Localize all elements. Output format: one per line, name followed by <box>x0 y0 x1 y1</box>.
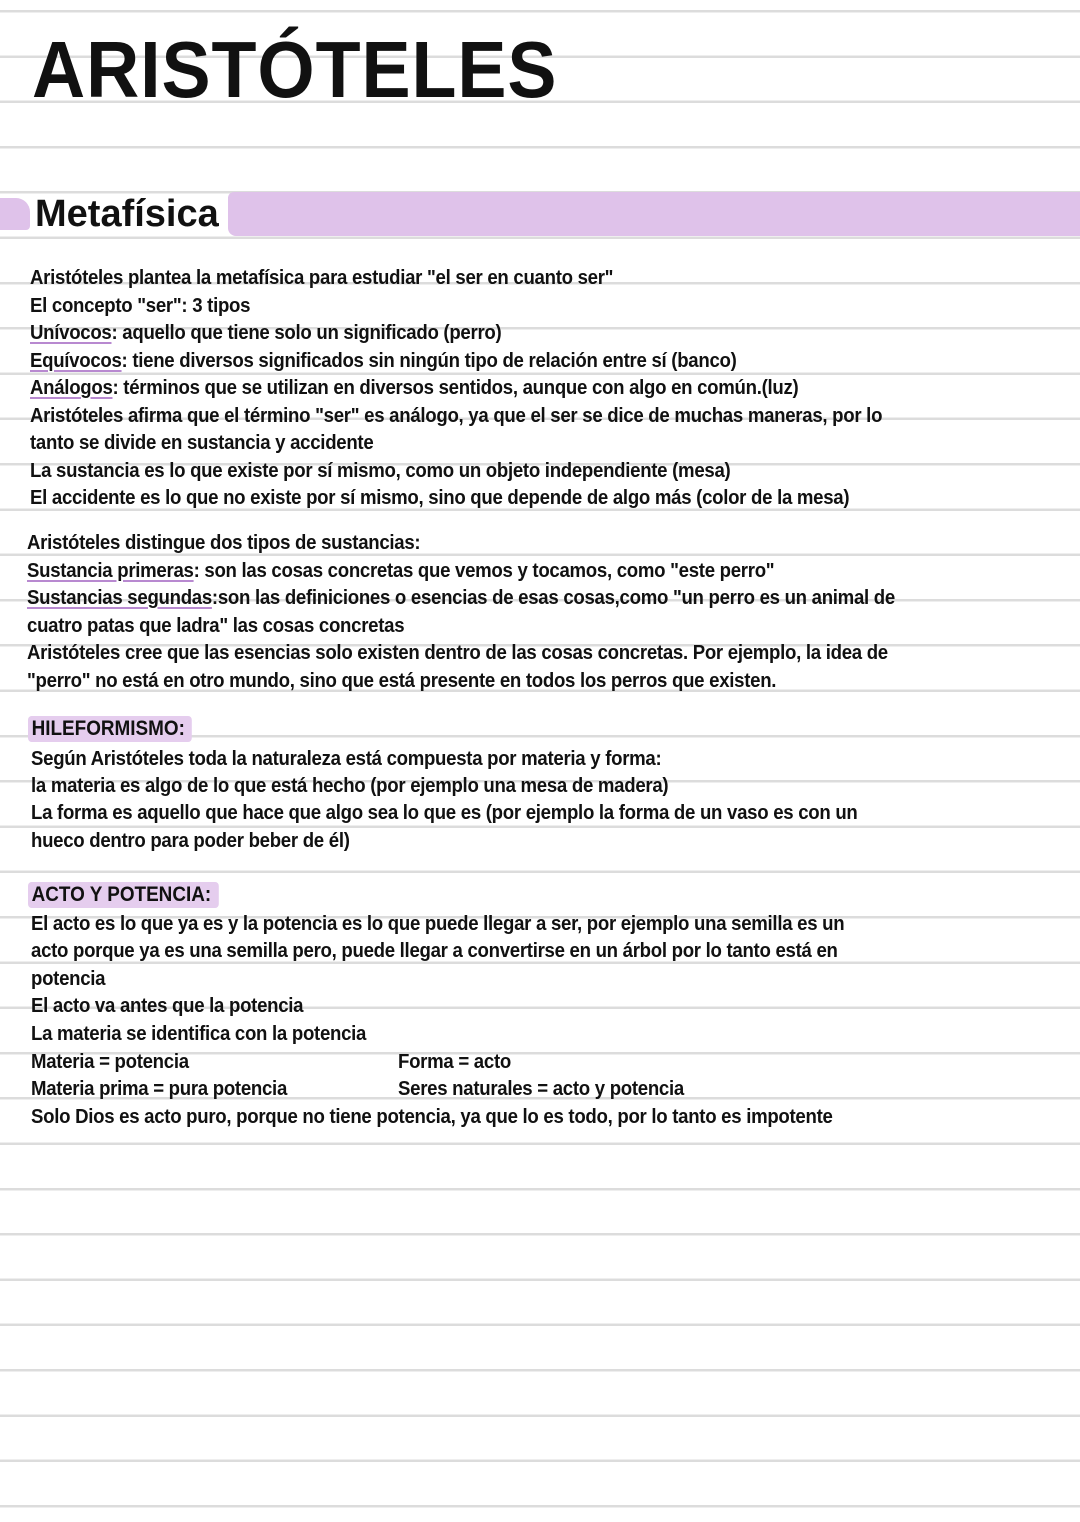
pair-left: Materia prima = pura potencia <box>31 1078 288 1100</box>
text-line <box>27 640 888 666</box>
term: Sustancia primeras <box>27 559 194 582</box>
text-line: la materia es algo de lo que está hecho (por ejemplo una mesa de madera) <box>31 775 669 797</box>
line-text: : son las cosas concretas que vemos y tocamos, como "este perro" <box>193 559 775 582</box>
text-line: hueco dentro para poder beber de él) <box>31 830 350 852</box>
text-line <box>30 403 882 429</box>
text-line <box>30 375 798 401</box>
text-line: La forma es aquello que hace que algo sea lo que es (por ejemplo la forma de un vaso es con un <box>31 802 858 824</box>
line-text: tanto se divide en sustancia y accidente <box>30 432 374 454</box>
text-line <box>30 430 373 456</box>
section-highlight-tab <box>0 198 30 230</box>
text-line: El acto es lo que ya es y la potencia es lo que puede llegar a ser, por ejemplo una semilla es un <box>31 913 845 935</box>
section-title: Metafísica <box>35 193 219 235</box>
line-text: : términos que se utilizan en diversos sentidos, aunque con algo en común.(luz) <box>112 377 799 399</box>
pair-left: Materia = potencia <box>31 1051 189 1073</box>
text-line <box>30 320 501 346</box>
text-line <box>30 458 730 484</box>
text-line <box>27 558 774 584</box>
line-text: :son las definiciones o esencias de esas cosas,como "un perro es un animal de <box>211 587 895 609</box>
hileformismo-heading: HILEFORMISMO: <box>28 716 192 742</box>
line-text: Aristóteles plantea la metafísica para estudiar "el ser en cuanto ser" <box>30 267 614 289</box>
line-text: "perro" no está en otro mundo, sino que está presente en todos los perros que existen. <box>27 669 777 692</box>
text-line <box>30 348 737 374</box>
text-line <box>30 293 250 319</box>
text-line <box>27 585 895 611</box>
line-text: : tiene diversos significados sin ningún tipo de relación entre sí (banco) <box>121 349 737 372</box>
pair-right: Seres naturales = acto y potencia <box>398 1078 684 1100</box>
line-text: Aristóteles cree que las esencias solo existen dentro de las cosas concretas. Por ejemplo, la idea de <box>27 642 888 664</box>
text-line: Solo Dios es acto puro, porque no tiene potencia, ya que lo es todo, por lo tanto es impotente <box>31 1106 833 1128</box>
term: Análogos <box>30 377 113 399</box>
section-highlight-bar <box>228 192 1080 236</box>
line-text: Aristóteles distingue dos tipos de sustancias: <box>27 532 421 554</box>
acto-potencia-heading: ACTO Y POTENCIA: <box>28 882 218 908</box>
line-text: cuatro patas que ladra" las cosas concretas <box>27 614 405 637</box>
page-title: ARISTÓTELES <box>32 25 558 114</box>
line-text: La sustancia es lo que existe por sí mismo, como un objeto independiente (mesa) <box>30 459 731 482</box>
text-line <box>27 613 404 639</box>
line-text: El accidente es lo que no existe por sí mismo, sino que depende de algo más (color de la mesa) <box>30 487 850 509</box>
line-text: Aristóteles afirma que el término "ser" es análogo, ya que el ser se dice de muchas maneras, por lo <box>30 404 883 427</box>
text-line <box>30 485 849 511</box>
term: Unívocos <box>30 322 112 344</box>
text-line <box>30 265 613 291</box>
text-line: acto porque ya es una semilla pero, puede llegar a convertirse en un árbol por lo tanto está en <box>31 940 838 962</box>
pair-right: Forma = acto <box>398 1051 511 1073</box>
text-line: La materia se identifica con la potencia <box>31 1023 367 1045</box>
line-text: : aquello que tiene solo un significado (perro) <box>111 322 502 344</box>
text-line <box>27 530 420 556</box>
line-text: El concepto "ser": 3 tipos <box>30 294 251 317</box>
text-line: Según Aristóteles toda la naturaleza está compuesta por materia y forma: <box>31 748 662 770</box>
text-line: El acto va antes que la potencia <box>31 995 304 1017</box>
term: Equívocos <box>30 349 122 372</box>
text-line <box>27 668 776 694</box>
term: Sustancias segundas <box>27 587 212 609</box>
text-line: potencia <box>31 968 106 990</box>
